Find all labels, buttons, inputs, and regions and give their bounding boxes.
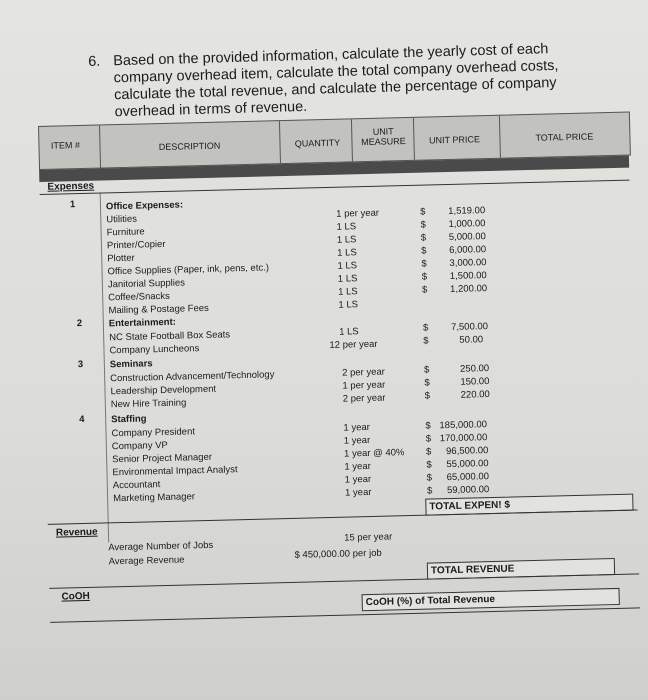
item-price: 170,000.00	[439, 432, 488, 445]
item-price: 250.00	[459, 363, 490, 375]
item-currency: $	[421, 271, 428, 283]
item-quantity: 1 LS	[337, 247, 357, 259]
col-unit-measure: UNIT MEASURE	[361, 126, 406, 148]
item-currency: $	[422, 322, 429, 334]
section-cooh: CoOH	[61, 590, 90, 603]
item-price: 185,000.00	[439, 419, 488, 432]
item-currency: $	[426, 459, 432, 471]
overhead-table	[38, 112, 640, 636]
item-currency: $	[424, 390, 431, 402]
item-price: 50.00	[459, 334, 484, 346]
item-quantity: 1 per year	[342, 379, 386, 392]
item-currency: $	[425, 433, 432, 445]
revenue-quantity: 15 per year	[344, 531, 393, 544]
item-price: 7,500.00	[450, 321, 489, 333]
total-revenue-box: TOTAL REVENUE	[427, 558, 615, 580]
col-unit-price: UNIT PRICE	[428, 134, 480, 146]
item-price: 150.00	[460, 376, 490, 388]
item-price: 1,000.00	[448, 218, 486, 230]
item-price: 59,000.00	[446, 484, 490, 497]
revenue-description: Average Revenue	[108, 554, 185, 568]
item-currency: $	[423, 335, 429, 347]
item-quantity: 2 per year	[342, 392, 386, 405]
item-quantity: 1 LS	[338, 286, 358, 298]
item-price: 65,000.00	[446, 471, 490, 484]
item-currency: $	[420, 219, 426, 231]
item-quantity: 1 year @ 40%	[343, 447, 405, 460]
group-title: Staffing	[111, 413, 147, 426]
header-divider	[499, 116, 501, 158]
item-price: 1,200.00	[449, 283, 488, 295]
item-quantity: 1 year	[344, 473, 372, 486]
item-currency: $	[420, 232, 427, 244]
item-description: Office Supplies (Paper, ink, pens, etc.)	[107, 262, 270, 278]
group-title: Seminars	[109, 358, 153, 371]
cooh-percent-box: CoOH (%) of Total Revenue	[362, 588, 620, 611]
header-divider	[351, 119, 353, 161]
section-expenses: Expenses	[47, 180, 95, 193]
item-description: Utilities	[106, 213, 138, 226]
question-text: Based on the provided information, calculate the yearly cost of each company overhead item, calculate the total company overhead costs, calculate the total revenue, and calculate the percentage of company overhead in terms of revenue.	[112, 41, 559, 121]
item-currency: $	[424, 377, 430, 389]
total-expenses-box: TOTAL EXPEN! $	[425, 494, 633, 516]
item-quantity: 1 year	[344, 486, 372, 499]
item-description: Marketing Manager	[112, 491, 196, 505]
group-title: Office Expenses:	[105, 199, 184, 213]
item-quantity: 1 per year	[336, 207, 380, 220]
item-quantity: 1 LS	[337, 273, 358, 285]
item-price: 1,500.00	[449, 270, 487, 282]
question-number: 6.	[88, 53, 101, 70]
header-divider	[279, 121, 281, 163]
item-price: 6,000.00	[449, 244, 487, 256]
group-number: 2	[76, 317, 83, 330]
row-divider	[50, 607, 640, 622]
item-quantity: 1 LS	[338, 326, 359, 338]
group-number: 4	[79, 413, 85, 426]
item-price: 220.00	[460, 389, 490, 401]
item-quantity: 1 year	[343, 421, 371, 434]
item-currency: $	[425, 420, 431, 432]
header-divider	[413, 118, 415, 160]
item-currency: $	[420, 206, 426, 218]
item-description: Furniture	[106, 226, 145, 239]
item-currency: $	[426, 472, 433, 484]
col-item: ITEM #	[50, 139, 81, 151]
item-price: 5,000.00	[448, 231, 486, 243]
revenue-quantity: $ 450,000.00 per job	[294, 547, 382, 561]
item-description: Company VP	[111, 439, 168, 453]
item-quantity: 1 LS	[336, 234, 357, 246]
item-description: Environmental Impact Analyst	[112, 464, 238, 479]
question-block	[88, 40, 578, 121]
col-quantity: QUANTITY	[294, 137, 341, 149]
item-price: 3,000.00	[449, 257, 487, 269]
col-description: DESCRIPTION	[158, 140, 221, 153]
item-quantity: 1 LS	[336, 221, 357, 233]
item-currency: $	[421, 245, 427, 257]
item-description: NC State Football Box Seats	[109, 329, 231, 344]
row-divider	[48, 509, 638, 524]
item-price: 96,500.00	[445, 445, 489, 458]
item-description: Construction Advancement/Technology	[110, 369, 275, 385]
item-quantity: 1 LS	[337, 260, 358, 272]
item-currency: $	[421, 258, 427, 270]
section-revenue: Revenue	[55, 526, 98, 539]
item-description: Company President	[111, 426, 196, 440]
item-currency: $	[426, 485, 433, 497]
item-description: Plotter	[107, 252, 135, 265]
row-divider	[40, 180, 630, 195]
item-description: Janitorial Supplies	[107, 277, 186, 291]
item-price: 1,519.00	[448, 205, 486, 218]
item-currency: $	[421, 284, 428, 296]
item-currency: $	[423, 364, 430, 376]
item-description: Printer/Copier	[106, 238, 166, 252]
item-quantity: 1 year	[343, 434, 371, 447]
item-description: New Hire Training	[110, 397, 187, 411]
item-quantity: 1 year	[344, 460, 371, 473]
item-description: Mailing & Postage Fees	[108, 302, 209, 317]
group-title: Entertainment:	[108, 316, 177, 330]
item-description: Company Luncheons	[109, 343, 200, 357]
row-divider	[49, 573, 639, 588]
item-currency: $	[425, 446, 432, 458]
item-quantity: 12 per year	[329, 338, 378, 351]
header-divider	[99, 125, 101, 167]
item-description: Leadership Development	[110, 383, 217, 398]
item-description: Coffee/Snacks	[108, 290, 170, 304]
item-price: 55,000.00	[446, 458, 489, 471]
group-number: 3	[77, 358, 84, 371]
col-total-price: TOTAL PRICE	[535, 131, 594, 143]
item-quantity: 1 LS	[338, 299, 359, 311]
group-number: 1	[69, 199, 76, 211]
item-description: Accountant	[112, 479, 161, 492]
revenue-description: Average Number of Jobs	[108, 539, 214, 554]
item-quantity: 2 per year	[341, 366, 386, 379]
item-description: Senior Project Manager	[112, 451, 213, 466]
